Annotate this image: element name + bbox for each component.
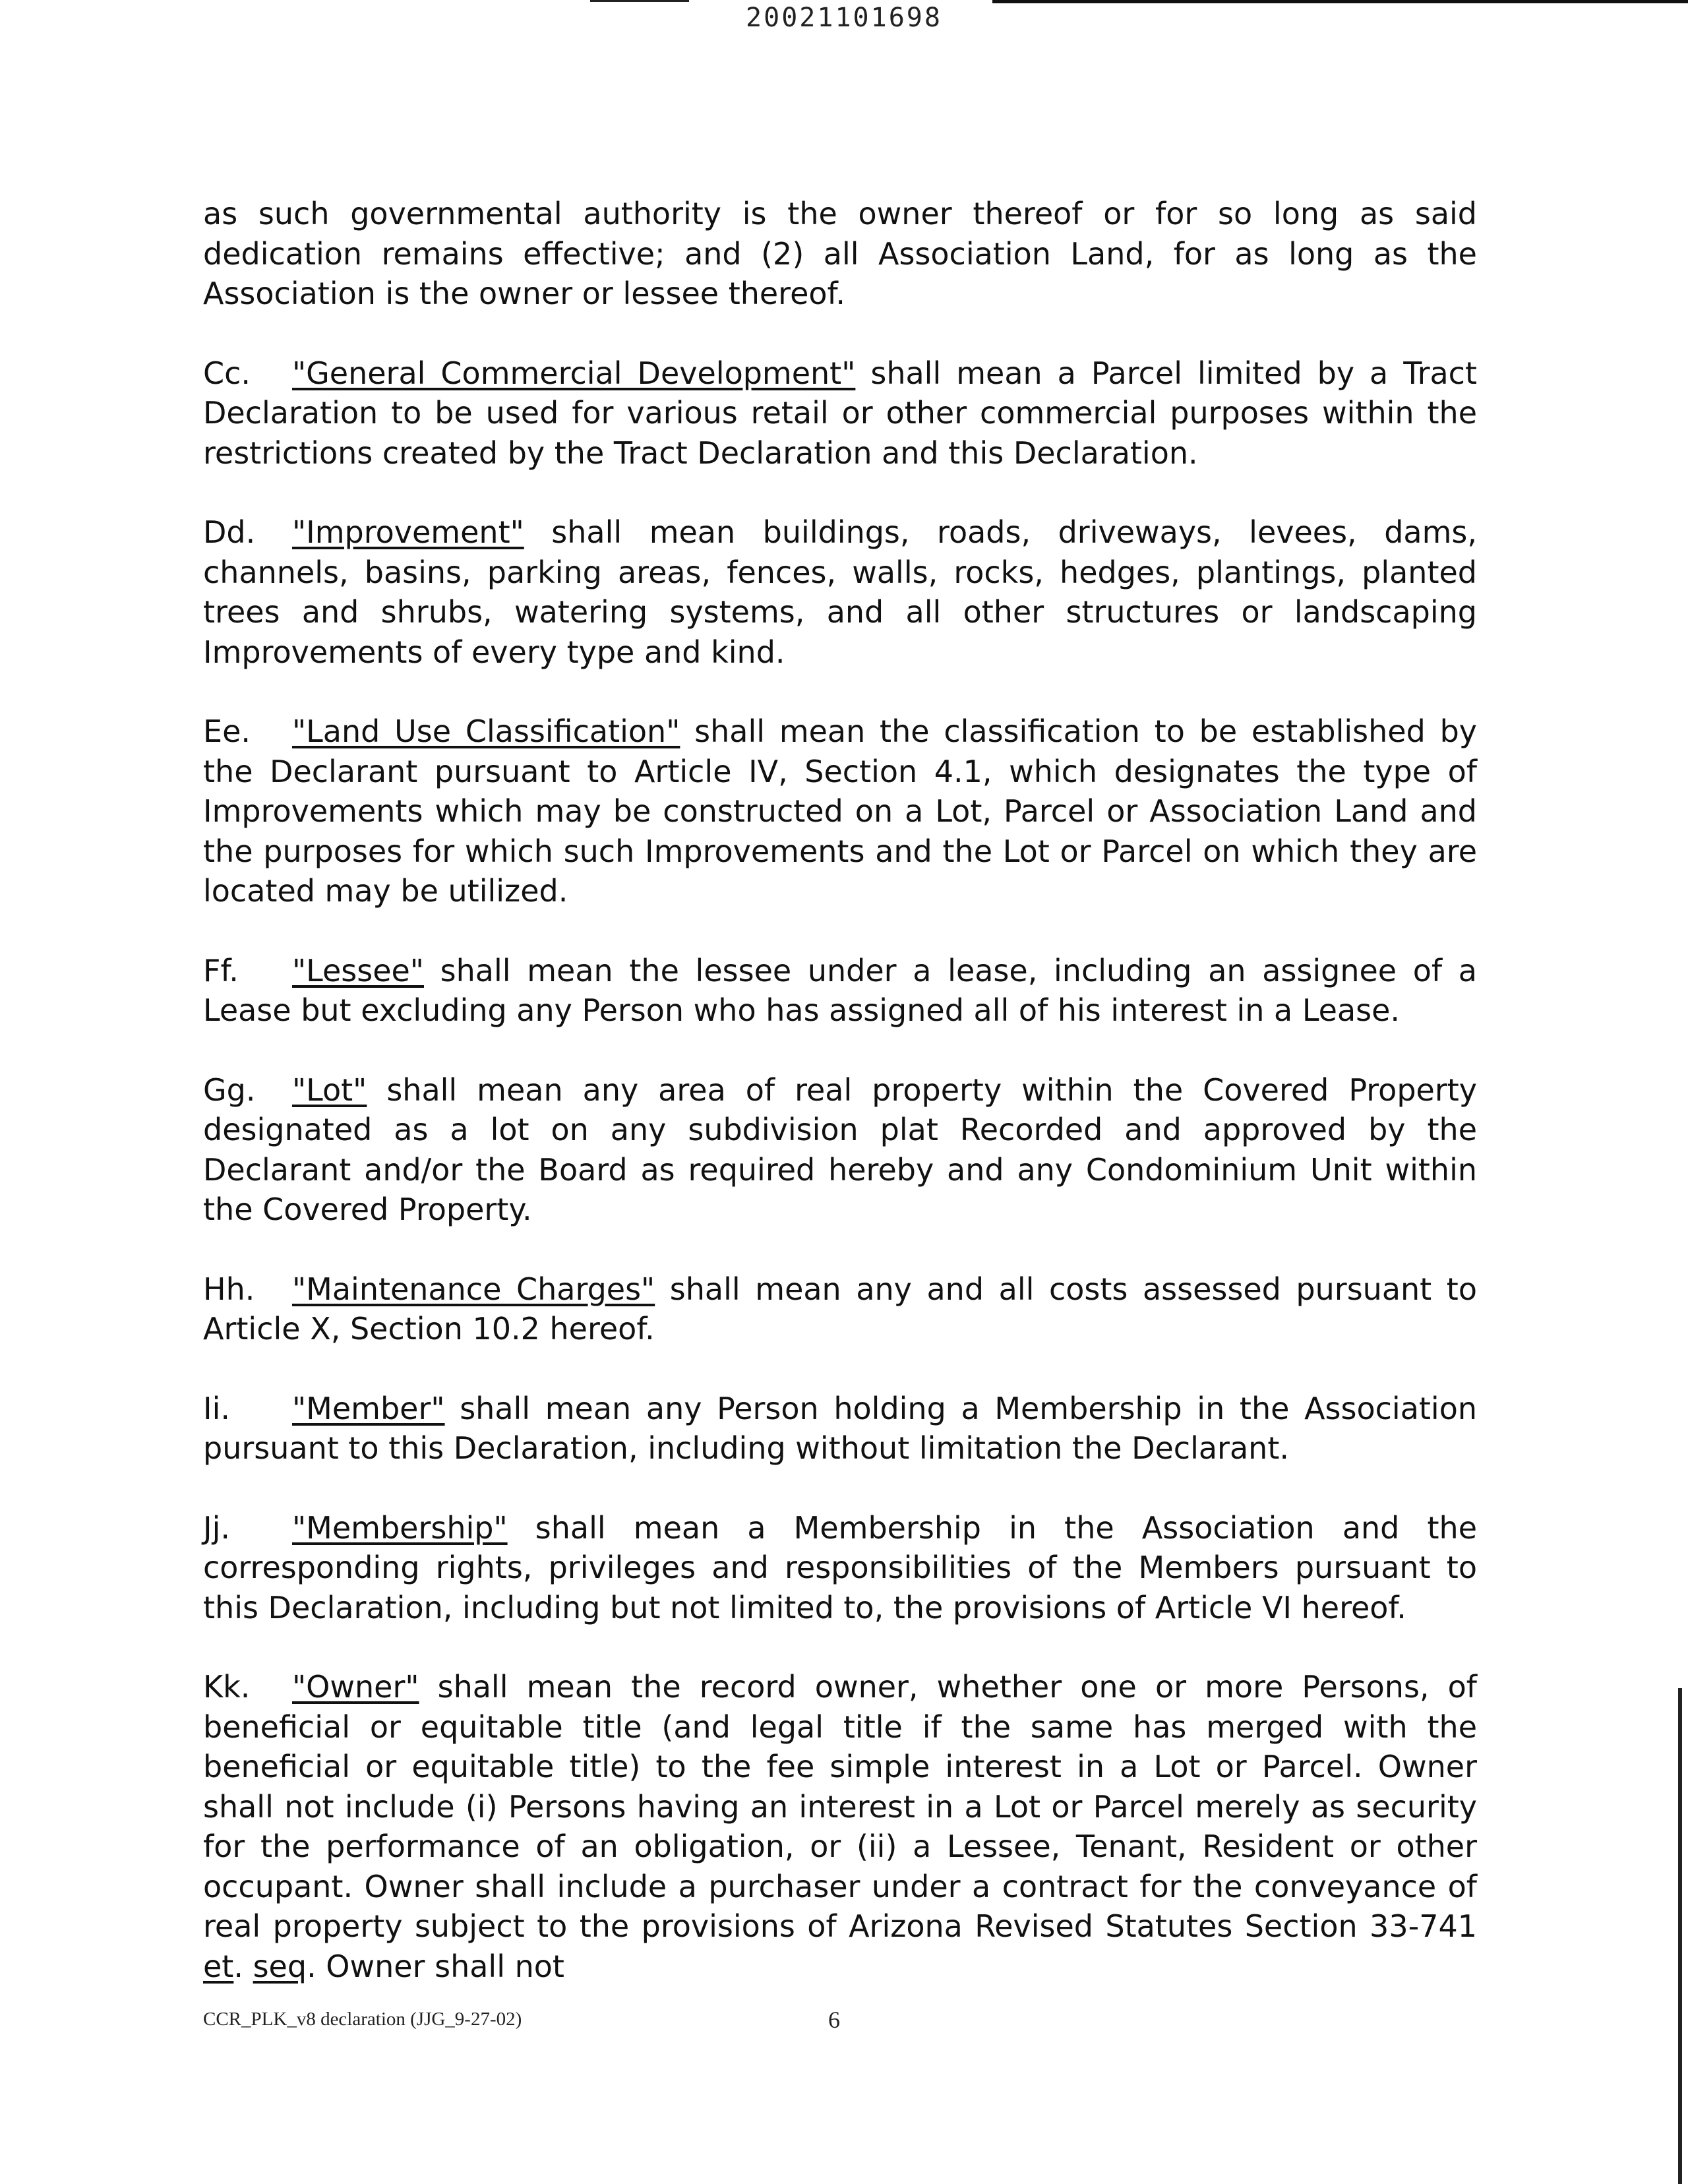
definition-text-continued: . Owner shall not [307,1948,564,1984]
defined-term: "Maintenance Charges" [292,1271,655,1307]
definition-text: shall mean buildings, roads, driveways, levees, dams, channels, basins, parking areas, fences, walls, rocks, hedges, plantings, planted trees and shrubs, watering systems, and all other structures or landscaping Improvements of every type and kind. [203,514,1477,670]
definition-paragraph [203,353,1477,473]
scan-edge-artifact [1678,1688,1682,2184]
definition-paragraph [203,512,1477,672]
defined-term: "Member" [292,1390,445,1426]
footer-file-label: CCR_PLK_v8 declaration (JJG_9-27-02) [203,2009,522,2030]
defined-term: "Land Use Classification" [292,713,680,749]
latin-abbreviation-seq: seq [253,1948,307,1984]
definition-letter: Ee. [203,713,251,749]
definition-paragraph-owner [203,1667,1477,1986]
abbreviation-separator: . [233,1948,253,1984]
definition-paragraph [203,951,1477,1031]
definition-letter: Cc. [203,355,251,391]
defined-term: "Membership" [292,1509,508,1546]
definition-paragraph [203,1508,1477,1628]
definition-text: shall mean any area of real property within the Covered Property designated as a lot on any subdivision plat Recorded and approved by the Declarant and/or the Board as required hereby and any Condominium Unit within the Covered Property. [203,1072,1477,1227]
definition-text: shall mean the classification to be established by the Declarant pursuant to Article IV, Section 4.1, which designates the type of Improvements which may be constructed on a Lot, Parcel or Association Land and the purposes for which such Improvements and the Lot or Parcel on which they are located may be utilized. [203,713,1477,909]
continuation-paragraph: as such governmental authority is the owner thereof or for so long as said dedication remains effective; and (2) all Association Land, for as long as the Association is the owner or lessee thereof. [203,196,1477,311]
defined-term: "Lot" [292,1072,367,1108]
definition-letter: Hh. [203,1271,255,1307]
definition-letter: Jj. [203,1509,230,1546]
defined-term: "Improvement" [292,514,524,550]
definition-paragraph [203,712,1477,911]
defined-term: "General Commercial Development" [292,355,856,391]
definition-letter: Kk. [203,1669,251,1705]
definition-text: shall mean a Membership in the Association and the corresponding rights, privileges and responsibilities of the Members pursuant to this Declaration, including but not limited to, the provisions of Article VI hereof. [203,1509,1477,1625]
definition-text: shall mean any Person holding a Membership in the Association pursuant to this Declaration, including without limitation the Declarant. [203,1390,1477,1466]
scan-artifact-line [590,0,689,2]
definition-letter: Ff. [203,952,239,988]
definition-text: shall mean the record owner, whether one or more Persons, of beneficial or equitable title (and legal title if the same has merged with the beneficial or equitable title) to the fee simple interest in a Lot or Parcel. Owner shall not include (i) Persons having an interest in a Lot or Parcel merely as security for the performance of an obligation, or (ii) a Lessee, Tenant, Resident or other occupant. Owner shall include a purchaser under a contract for the conveyance of real property subject to the provisions of Arizona Revised Statutes Section 33-741 [203,1669,1477,1944]
page-number: 6 [828,2007,840,2033]
definition-paragraph [203,1389,1477,1469]
definition-paragraph [203,1070,1477,1230]
definition-letter: Dd. [203,514,256,550]
document-body [203,194,1477,1986]
latin-abbreviation-et: et [203,1948,234,1984]
definition-letter: Ii. [203,1390,230,1426]
definition-text: shall mean any and all costs assessed pursuant to Article X, Section 10.2 hereof. [203,1271,1477,1347]
defined-term: "Lessee" [292,952,424,988]
defined-term: "Owner" [292,1669,419,1705]
document-number: 20021101698 [746,3,942,33]
definition-paragraph [203,1269,1477,1349]
definition-letter: Gg. [203,1072,256,1108]
definition-text: shall mean the lessee under a lease, including an assignee of a Lease but excluding any Person who has assigned all of his interest in a Lease. [203,952,1477,1028]
definition-text: shall mean a Parcel limited by a Tract Declaration to be used for various retail or other commercial purposes within the restrictions created by the Tract Declaration and this Declaration. [203,355,1477,471]
